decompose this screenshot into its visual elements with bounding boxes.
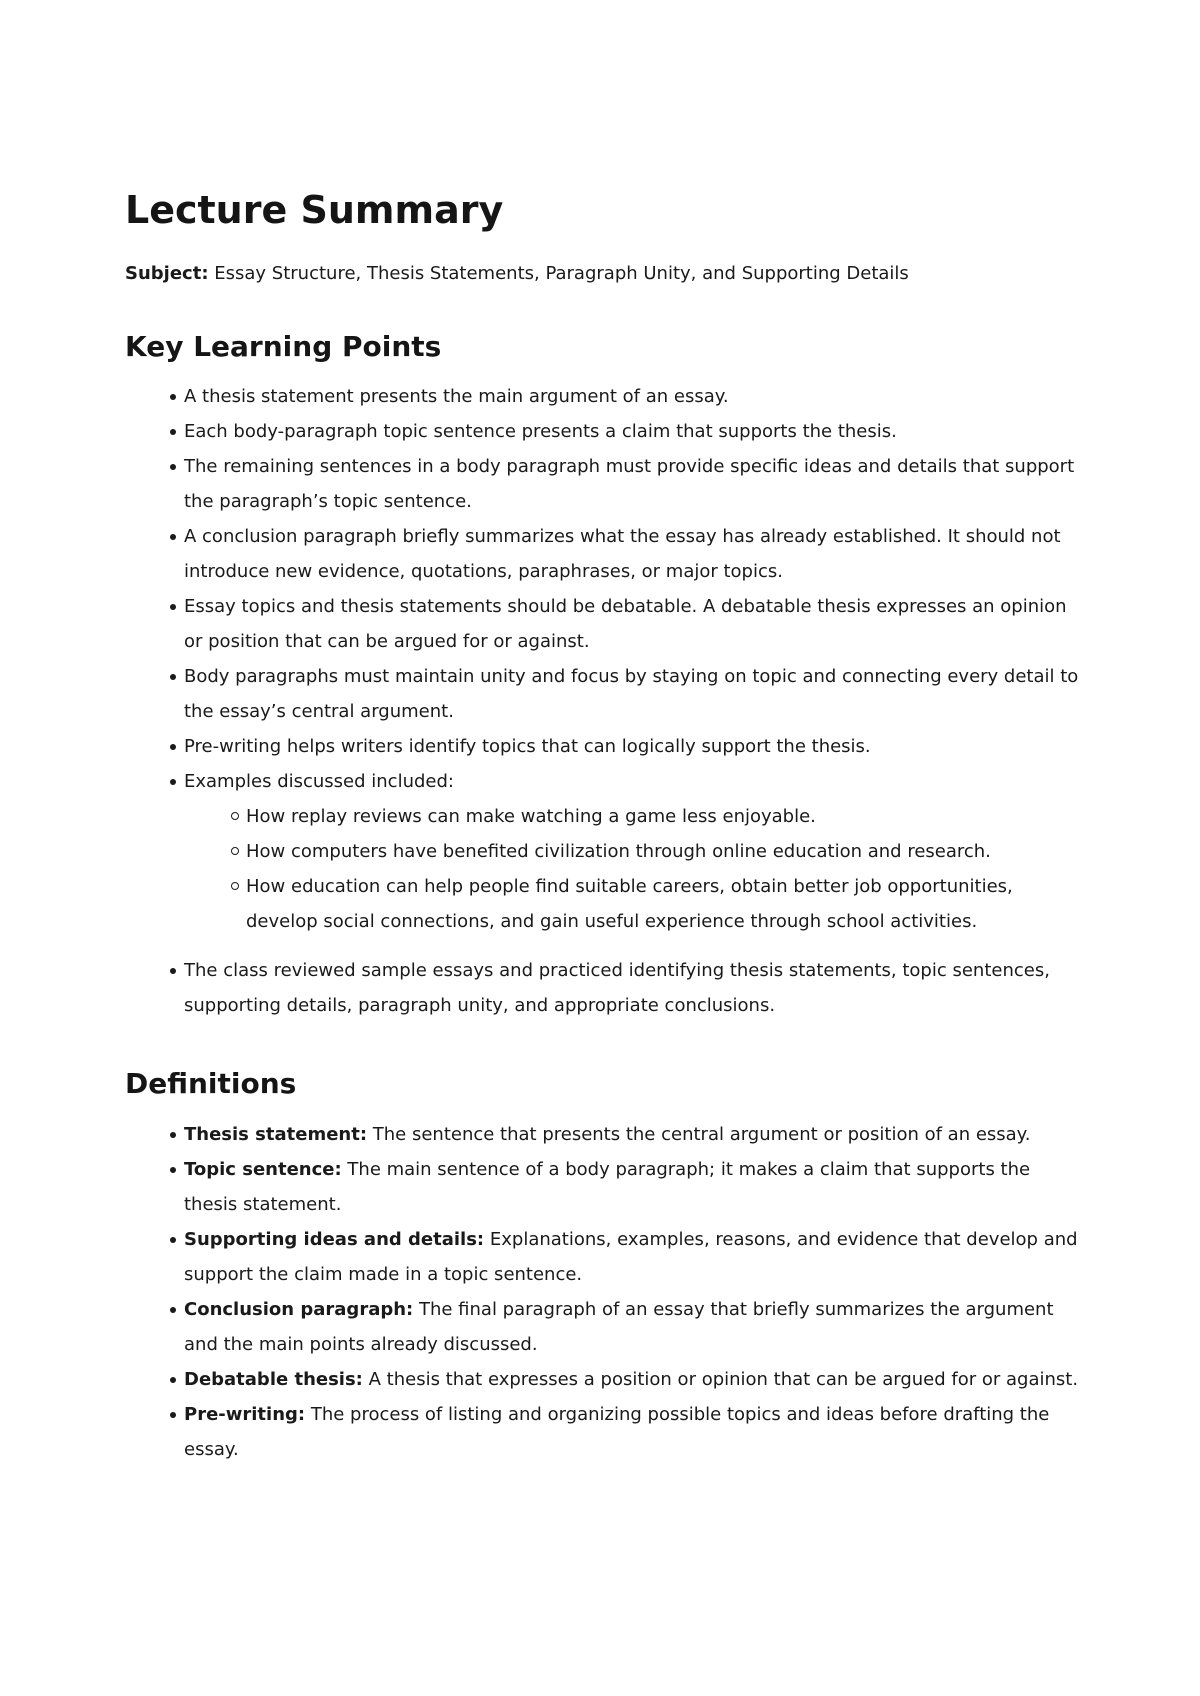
list-item: Pre-writing helps writers identify topics that can logically support the thesis. [184,729,1085,764]
definitions-heading: Definitions [125,1067,297,1101]
list-item: Body paragraphs must maintain unity and focus by staying on topic and connecting every detail to the essay’s central argument. [184,659,1085,729]
bullet-icon [170,534,176,540]
definition-term: Debatable thesis: [184,1368,363,1390]
examples-sublist [184,799,1085,939]
definition-text: The sentence that presents the central argument or position of an essay. [367,1123,1031,1145]
list-item: A thesis statement presents the main argument of an essay. [184,379,1085,414]
definition-term: Pre-writing: [184,1403,306,1425]
bullet-icon [170,394,176,400]
hollow-bullet-icon [231,812,239,820]
document-page [125,180,1085,1467]
bullet-icon [170,429,176,435]
definition-item [184,1292,1085,1362]
definitions-list [125,1117,1085,1467]
definition-item [184,1397,1085,1467]
key-learning-points-list [125,379,1085,1023]
list-item: A conclusion paragraph briefly summarizes what the essay has already established. It should not introduce new evidence, quotations, paraphrases, or major topics. [184,519,1085,589]
definition-item [184,1152,1085,1222]
subject-value: Essay Structure, Thesis Statements, Paragraph Unity, and Supporting Details [214,262,909,284]
definition-text: Explanations, examples, reasons, and evidence that develop and support the claim made in a topic sentence. [184,1228,1078,1285]
sub-list-item: How replay reviews can make watching a game less enjoyable. [246,799,1085,834]
page-title: Lecture Summary [125,188,504,232]
definition-text: The final paragraph of an essay that briefly summarizes the argument and the main points already discussed. [184,1298,1054,1355]
bullet-icon [170,674,176,680]
subject-line [125,260,1085,288]
definition-text: The process of listing and organizing possible topics and ideas before drafting the essay. [184,1403,1050,1460]
hollow-bullet-icon [231,847,239,855]
hollow-bullet-icon [231,882,239,890]
definition-item [184,1117,1085,1152]
definition-term: Topic sentence: [184,1158,342,1180]
list-item: Essay topics and thesis statements should be debatable. A debatable thesis expresses an opinion or position that can be argued for or against. [184,589,1085,659]
bullet-icon [170,744,176,750]
definition-text: A thesis that expresses a position or opinion that can be argued for or against. [362,1368,1079,1390]
sub-list-item: How computers have benefited civilization through online education and research. [246,834,1085,869]
bullet-icon [170,1307,176,1313]
bullet-icon [170,779,176,785]
bullet-icon [170,968,176,974]
sub-list-item: How education can help people find suitable careers, obtain better job opportunities, develop social connections, and gain useful experience through school activities. [246,869,1085,939]
definition-text: The main sentence of a body paragraph; it makes a claim that supports the thesis statement. [184,1158,1031,1215]
bullet-icon [170,604,176,610]
bullet-icon [170,1412,176,1418]
list-item: Examples discussed included: How replay reviews can make watching a game less enjoyable. How computers have benefited civilization through online education and research. How education can help people find suitable careers, obtain better job opportunities, develop social connections, and gain useful experience through school activities. [184,764,1085,939]
definition-item [184,1222,1085,1292]
definition-term: Thesis statement: [184,1123,368,1145]
bullet-icon [170,464,176,470]
bullet-icon [170,1132,176,1138]
bullet-icon [170,1167,176,1173]
list-item: The remaining sentences in a body paragraph must provide specific ideas and details that support the paragraph’s topic sentence. [184,449,1085,519]
definition-term: Conclusion paragraph: [184,1298,414,1320]
list-item: The class reviewed sample essays and practiced identifying thesis statements, topic sentences, supporting details, paragraph unity, and appropriate conclusions. [184,953,1085,1023]
bullet-icon [170,1377,176,1383]
definition-term: Supporting ideas and details: [184,1228,485,1250]
subject-label: Subject: [125,262,209,284]
key-learning-points-heading: Key Learning Points [125,329,442,363]
bullet-icon [170,1237,176,1243]
list-item: Each body-paragraph topic sentence presents a claim that supports the thesis. [184,414,1085,449]
definition-item [184,1362,1085,1397]
